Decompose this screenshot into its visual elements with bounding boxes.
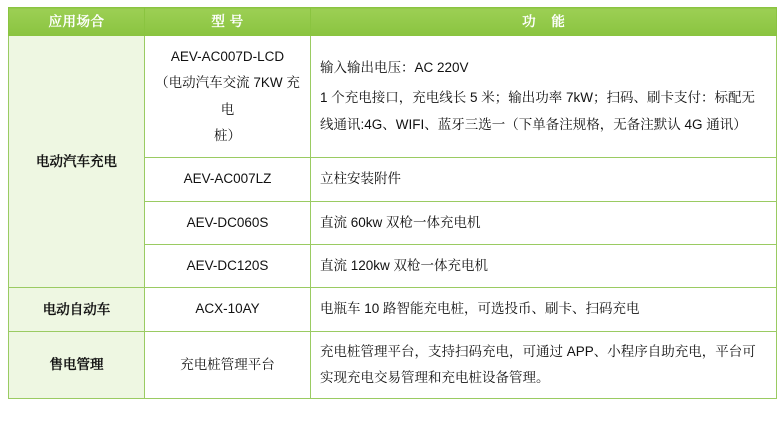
cell-function: [311, 288, 777, 331]
model-line: 充电桩管理平台: [180, 356, 275, 372]
function-paragraph: 1 个充电接口，充电线长 5 米；输出功率 7kW；扫码、刷卡支付：标配无线通讯:4G、WIFI、蓝牙三选一（下单备注规格，无备注默认 4G 通讯）: [320, 90, 756, 132]
cell-function: [311, 331, 777, 399]
cell-function: [311, 158, 777, 201]
cell-function: [311, 244, 777, 287]
cell-model: [145, 36, 311, 158]
cell-model: [145, 201, 311, 244]
cell-model: [145, 158, 311, 201]
model-line: AEV-DC060S: [186, 214, 269, 230]
application-label: 电动自动车: [42, 301, 111, 317]
model-line: AEV-DC120S: [186, 257, 269, 273]
function-paragraph: 输入输出电压：AC 220V: [320, 60, 469, 76]
table-row: [9, 331, 777, 399]
model-line: AEV-AC007LZ: [183, 171, 272, 187]
table-header: [9, 8, 777, 36]
specification-table: [8, 7, 777, 399]
function-paragraph: 电瓶车 10 路智能充电桩，可选投币、刷卡、扫码充电: [320, 301, 640, 317]
cell-application-sales-management: [9, 331, 145, 399]
function-paragraph: 充电桩管理平台，支持扫码充电，可通过 APP、小程序自助充电，平台可实现充电交易管理和充电桩设备管理。: [320, 343, 756, 385]
table-body: [9, 36, 777, 399]
cell-application-ev-charging: [9, 36, 145, 288]
function-paragraph: 直流 120kw 双枪一体充电机: [320, 257, 489, 273]
table-row: [9, 36, 777, 158]
column-header-function: 功 能: [311, 8, 777, 36]
column-header-application: 应用场合: [9, 8, 145, 36]
cell-model: [145, 244, 311, 287]
model-line: ACX-10AY: [195, 301, 260, 317]
cell-application-ebike: [9, 288, 145, 331]
table-header-row: [9, 8, 777, 36]
function-paragraph: 立柱安装附件: [320, 171, 401, 187]
model-line: 桩）: [214, 127, 241, 143]
cell-function: [311, 201, 777, 244]
cell-function: [311, 36, 777, 158]
application-label: 电动汽车充电: [36, 153, 117, 169]
cell-model: [145, 288, 311, 331]
table-row: [9, 288, 777, 331]
model-line: （电动汽车交流 7KW 充电: [155, 75, 300, 117]
model-line: AEV-AC007D-LCD: [170, 49, 285, 64]
cell-model: [145, 331, 311, 399]
function-paragraph: 直流 60kw 双枪一体充电机: [320, 214, 481, 230]
column-header-model: 型 号: [145, 8, 311, 36]
application-label: 售电管理: [49, 356, 104, 372]
